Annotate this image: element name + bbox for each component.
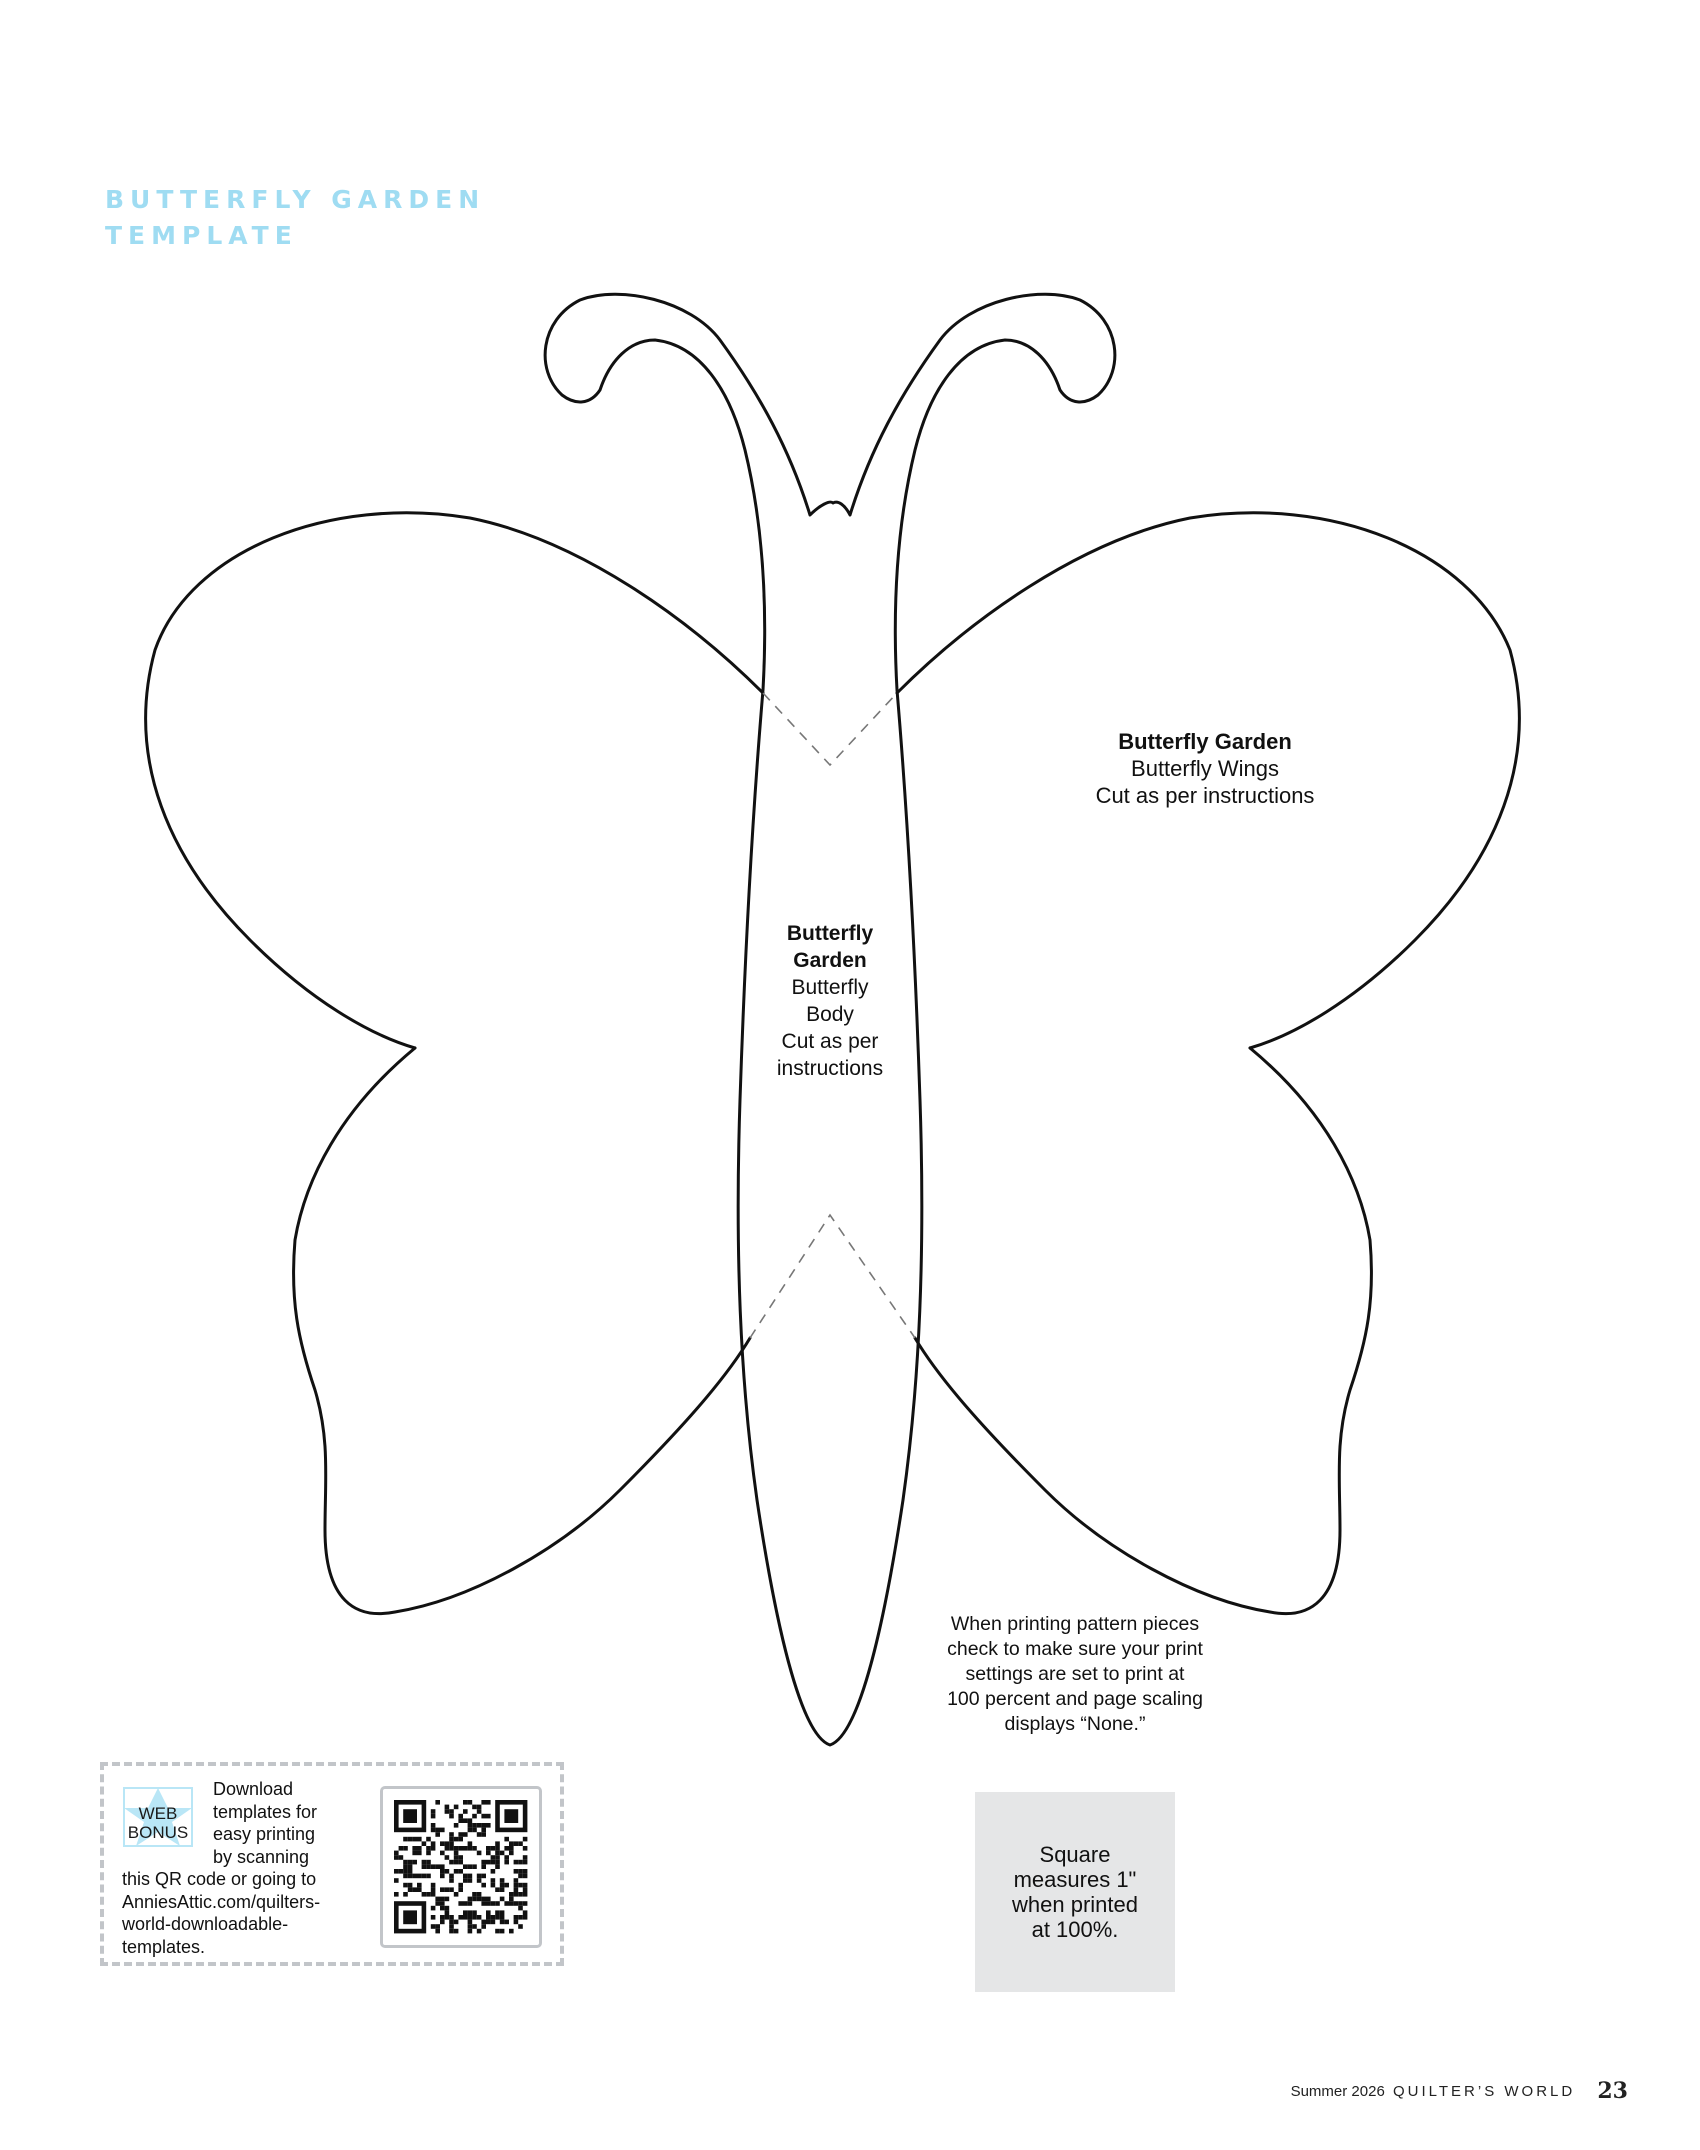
wings-piece-instructions: Cut as per instructions — [1095, 783, 1315, 808]
title-line-2: TEMPLATE — [105, 221, 298, 250]
lower-wing-placement-guide — [750, 1215, 915, 1338]
body-name-line-1: Butterfly — [786, 922, 874, 945]
bonus-line-7: world-downloadable- — [122, 1914, 289, 1934]
wings-piece-type: Butterfly Wings — [1131, 756, 1279, 781]
scale-square-text — [1000, 1842, 1150, 1942]
page-footer — [1291, 2078, 1628, 2104]
body-name-line-2: Garden — [793, 949, 867, 972]
print-note-line-4: 100 percent and page scaling — [947, 1688, 1203, 1710]
body-instructions-line-2: instructions — [776, 1057, 884, 1080]
web-bonus-box — [100, 1762, 564, 1966]
upper-wing-placement-guide — [763, 693, 897, 765]
left-lower-wing-outline — [294, 1048, 750, 1614]
title-line-1: BUTTERFLY GARDEN — [105, 185, 486, 214]
print-note-line-5: displays “None.” — [1004, 1713, 1146, 1735]
print-note-line-1: When printing pattern pieces — [950, 1613, 1200, 1635]
scale-square-line-1: Square — [1039, 1842, 1111, 1867]
footer-issue: Summer 2026 — [1290, 2083, 1385, 2100]
print-settings-note — [935, 1612, 1215, 1737]
badge-line-2: BONUS — [127, 1823, 189, 1842]
bonus-line-8: templates. — [122, 1936, 206, 1957]
print-note-line-3: settings are set to print at — [965, 1663, 1185, 1685]
bonus-line-1: Download — [213, 1779, 294, 1799]
left-upper-wing-outline — [146, 513, 763, 1048]
wings-piece-name: Butterfly Garden — [1118, 729, 1292, 754]
web-bonus-text — [122, 1778, 367, 1958]
qr-code-frame[interactable] — [380, 1786, 542, 1948]
scale-square-line-4: at 100%. — [1031, 1917, 1119, 1942]
footer-magazine: QUILTER’S WORLD — [1392, 2083, 1576, 2100]
body-piece-line-1: Butterfly — [791, 976, 869, 999]
body-instructions-line-1: Cut as per — [781, 1030, 879, 1053]
bonus-line-3: easy printing — [213, 1824, 316, 1844]
badge-line-1: WEB — [138, 1804, 178, 1823]
print-note-line-2: check to make sure your print — [947, 1638, 1203, 1660]
scale-square-line-3: when printed — [1012, 1892, 1138, 1917]
wings-piece-label — [1050, 728, 1360, 809]
body-piece-label — [760, 920, 900, 1082]
bonus-line-6: AnniesAttic.com/quilters- — [122, 1891, 321, 1912]
bonus-line-5: this QR code or going to — [122, 1869, 317, 1889]
scale-check-square — [975, 1792, 1175, 1992]
bonus-line-4: by scanning — [213, 1846, 310, 1867]
body-piece-line-2: Body — [806, 1003, 854, 1026]
page-number: 23 — [1597, 2078, 1628, 2104]
right-lower-wing-outline — [915, 1048, 1371, 1614]
bonus-line-2: templates for — [213, 1801, 318, 1822]
scale-square-line-2: measures 1" — [1013, 1867, 1137, 1892]
qr-code[interactable] — [383, 1789, 539, 1945]
